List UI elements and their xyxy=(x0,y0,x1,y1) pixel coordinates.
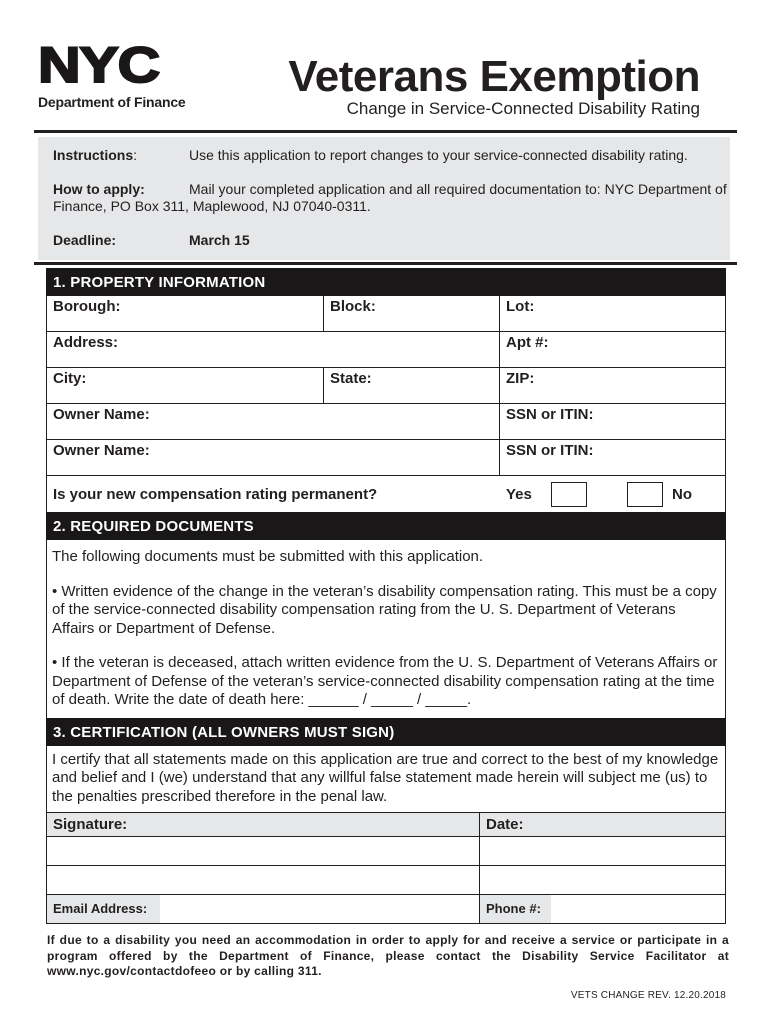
no-checkbox[interactable] xyxy=(627,482,663,507)
signature-row-1 xyxy=(47,837,725,866)
email-label: Email Address: xyxy=(47,895,160,923)
property-info-grid xyxy=(46,296,726,476)
instructions-row xyxy=(53,147,688,163)
form-row xyxy=(47,404,725,440)
form-row xyxy=(47,368,725,404)
signature-field-2[interactable] xyxy=(47,866,480,894)
section-2-heading: 2. REQUIRED DOCUMENTS xyxy=(46,512,726,540)
certification-statement: I certify that all statements made on this application are true and correct to the best of my knowledge and belief and I (we) understand that any willful false statement made herein will subject me (us) to the penalties prescribed therefore in the penal law. xyxy=(46,746,726,814)
owner-name-2-field[interactable]: Owner Name: xyxy=(47,440,500,475)
apply-text-line2: Finance, PO Box 311, Maplewood, NJ 07040-0311. xyxy=(53,198,371,214)
no-label: No xyxy=(672,485,692,503)
documents-bullet-1: • Written evidence of the change in the veteran’s disability compensation rating. This must be a copy of the service-connected disability compensation rating from the U. S. Department of Veterans Affairs or Department of Defense. xyxy=(52,582,717,637)
instructions-colon: : xyxy=(133,147,138,163)
section-1-heading: 1. PROPERTY INFORMATION xyxy=(46,268,726,296)
page-title: Veterans Exemption xyxy=(288,52,700,101)
ssn-itin-1-field[interactable]: SSN or ITIN: xyxy=(506,406,594,423)
required-documents-text xyxy=(46,540,726,718)
instructions-text: Use this application to report changes to your service-connected disability rating. xyxy=(189,147,688,163)
signature-table xyxy=(46,813,726,924)
documents-intro: The following documents must be submitted with this application. xyxy=(52,548,484,565)
apt-field[interactable]: Apt #: xyxy=(506,334,549,351)
zip-field[interactable]: ZIP: xyxy=(506,370,535,387)
apply-row xyxy=(53,181,727,197)
apply-label: How to apply: xyxy=(53,181,145,197)
deadline-row xyxy=(53,232,250,248)
instructions-label: Instructions xyxy=(53,147,134,163)
ssn-itin-2-field[interactable]: SSN or ITIN: xyxy=(506,442,594,459)
documents-bullet-2: • If the veteran is deceased, attach written evidence from the U. S. Department of Veterans Affairs or Department of Defense of the veteran’s service-connected disability compensation rating at the time of death. Write the date of death here: ______ / _____ / _____. xyxy=(52,654,718,708)
nyc-logo-text: NYC xyxy=(38,37,160,93)
borough-field[interactable]: Borough: xyxy=(47,296,324,331)
phone-field[interactable] xyxy=(551,895,725,923)
permanent-rating-question-row xyxy=(46,476,726,512)
nyc-dof-logo xyxy=(38,37,186,110)
contact-row xyxy=(47,895,725,923)
form-row xyxy=(47,440,725,476)
instructions-box xyxy=(38,137,730,260)
address-field[interactable]: Address: xyxy=(47,332,500,367)
deadline-value: March 15 xyxy=(189,232,250,248)
top-divider xyxy=(34,130,737,133)
date-field-1[interactable] xyxy=(480,837,725,865)
date-field-2[interactable] xyxy=(480,866,725,894)
phone-cell xyxy=(480,895,725,923)
yes-checkbox[interactable] xyxy=(551,482,587,507)
department-name: Department of Finance xyxy=(38,94,186,110)
lot-field[interactable]: Lot: xyxy=(506,298,535,315)
section-3-heading: 3. CERTIFICATION (ALL OWNERS MUST SIGN) xyxy=(46,718,726,746)
signature-field-1[interactable] xyxy=(47,837,480,865)
deadline-label: Deadline: xyxy=(53,232,117,248)
form-row xyxy=(47,296,725,332)
block-field[interactable]: Block: xyxy=(324,296,500,331)
revision-label: VETS CHANGE REV. 12.20.2018 xyxy=(570,990,726,1001)
state-field[interactable]: State: xyxy=(324,368,500,403)
city-field[interactable]: City: xyxy=(47,368,324,403)
email-field[interactable] xyxy=(160,895,479,923)
signature-header-row xyxy=(47,813,725,837)
permanent-rating-question: Is your new compensation rating permanent? xyxy=(53,485,378,503)
accommodation-note: If due to a disability you need an accommodation in order to apply for and receive a service or participate in a program offered by the Department of Finance, please contact the Disability Service Facilitator at www.nyc.gov/contactdofeeo or by calling 311. xyxy=(47,933,729,978)
owner-name-1-field[interactable]: Owner Name: xyxy=(47,404,500,439)
email-cell xyxy=(47,895,480,923)
signature-label: Signature: xyxy=(47,813,480,836)
yes-label: Yes xyxy=(506,485,532,503)
page-subtitle: Change in Service-Connected Disability Rating xyxy=(346,99,700,118)
instructions-divider xyxy=(34,262,737,265)
application-form xyxy=(46,268,726,924)
signature-row-2 xyxy=(47,866,725,895)
date-label: Date: xyxy=(486,816,524,833)
apply-text-line1: Mail your completed application and all required documentation to: NYC Department of xyxy=(189,181,727,197)
form-row xyxy=(47,332,725,368)
phone-label: Phone #: xyxy=(480,895,551,923)
